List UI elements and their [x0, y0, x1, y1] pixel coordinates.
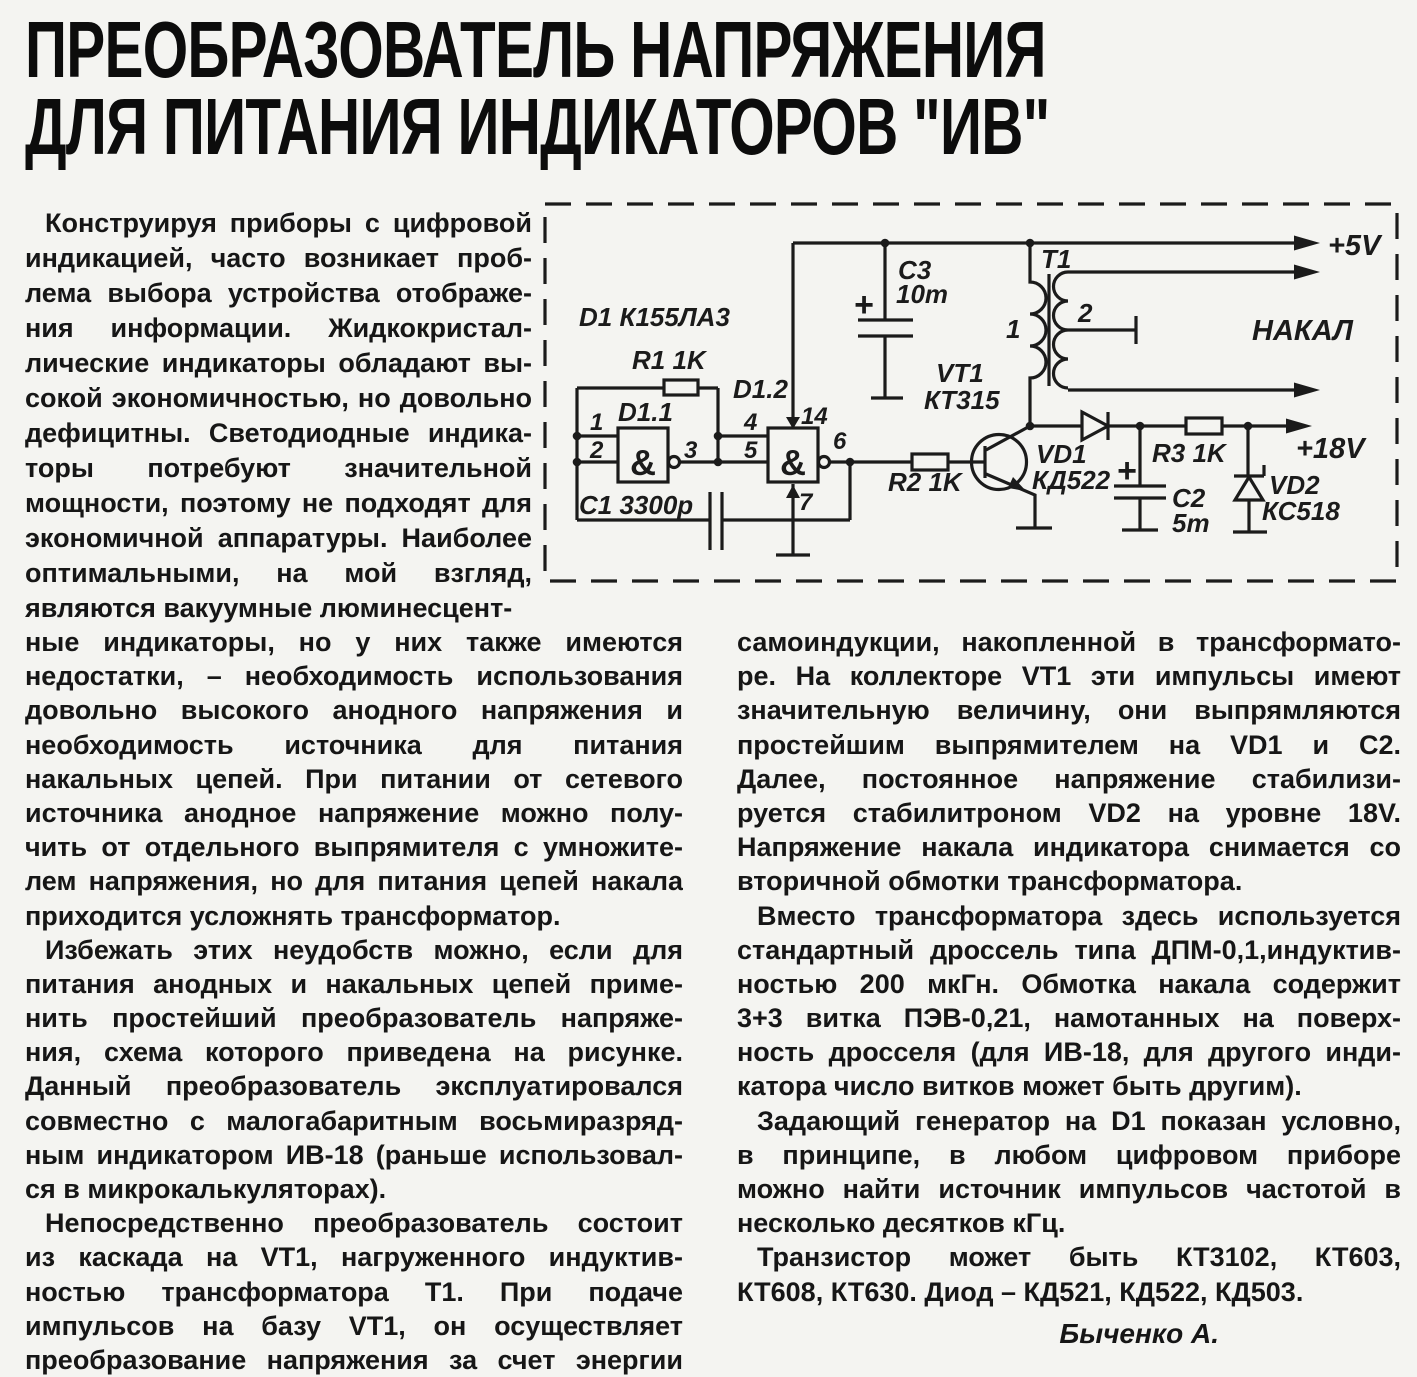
text-line: катора число витков может быть другим). — [737, 1071, 1302, 1102]
arrow-plus5v — [1294, 236, 1320, 251]
text-line: Непосредственно преобразователь состоит — [45, 1208, 683, 1239]
label-plus5v: +5V — [1328, 230, 1381, 262]
label-t1: T1 — [1041, 244, 1072, 274]
text-line: Избежать этих неудобств можно, если для — [45, 934, 683, 965]
label-vd2: VD2 — [1269, 470, 1320, 500]
label-r3: R3 1K — [1152, 438, 1226, 468]
text-line: Конструируя приборы с цифровой — [45, 208, 532, 238]
polarity-c2: + — [1117, 452, 1137, 490]
page-title-line-1: ПРЕОБРАЗОВАТЕЛЬ НАПРЯЖЕНИЯ — [25, 5, 1046, 94]
text-line: Далее, постоянное напряжение стабилизи- — [737, 763, 1401, 794]
label-d12: D1.2 — [733, 374, 788, 404]
nand-symbol-d12: & — [780, 442, 806, 483]
text-line: экономичной аппаратуры. Наиболее — [25, 523, 532, 553]
resistor-r1 — [664, 380, 698, 395]
pin-6: 6 — [833, 428, 847, 455]
text-line: стандартный дроссель типа ДПМ-0,1,индуктив- — [737, 934, 1401, 965]
label-vd1: VD1 — [1036, 439, 1087, 469]
text-line: индикацией, часто возникает проб- — [25, 243, 532, 273]
text-line: мощности, поэтому не подходят для — [25, 488, 532, 518]
text-line: преобразование напряжения за счет энергии — [25, 1344, 683, 1375]
text-line: лические индикаторы обладают вы- — [25, 348, 532, 378]
inverter-bubble-d11 — [669, 457, 680, 468]
text-line: простейшим выпрямителем на VD1 и С2. — [737, 729, 1401, 760]
text-line: ния, схема которого приведена на рисунке. — [25, 1037, 683, 1068]
pin-4: 4 — [744, 409, 758, 436]
text-line: дефицитны. Светодиодные индика- — [25, 418, 532, 448]
polarity-c3: + — [854, 286, 874, 324]
text-line: ре. На коллекторе VT1 эти импульсы имеют — [737, 661, 1401, 692]
text-line: ностью 200 мкГн. Обмотка накала содержит — [737, 968, 1401, 999]
diode-vd1 — [1082, 412, 1108, 440]
text-line: питания анодных и накальных цепей приме- — [25, 968, 683, 999]
text-line: импульсов на базу VT1, он осуществляет — [25, 1310, 683, 1341]
label-vd1-type: КД522 — [1032, 465, 1111, 495]
text-line: руется стабилитроном VD2 на уровне 18V. — [737, 797, 1401, 828]
text-line: недостатки, – необходимость использования — [25, 661, 683, 692]
nand-symbol-d11: & — [630, 442, 656, 483]
pin-1: 1 — [590, 409, 604, 436]
arrow-plus18v — [1286, 419, 1312, 434]
text-line: самоиндукции, накопленной в трансформато- — [737, 627, 1401, 657]
zener-vd2 — [1235, 477, 1263, 500]
label-nakal: НАКАЛ — [1252, 315, 1353, 347]
inverter-bubble-d12 — [819, 457, 830, 468]
pin-14: 14 — [801, 403, 828, 430]
text-line: можно найти источник импульсов частотой в — [737, 1174, 1401, 1204]
circuit-schematic — [540, 197, 1417, 585]
label-c2: C2 — [1172, 483, 1206, 513]
label-d1: D1 К155ЛА3 — [579, 302, 730, 332]
label-winding-1: 1 — [1006, 314, 1021, 344]
left-column — [25, 625, 683, 1377]
text-line: ность дросселя (для ИВ-18, для другого инди- — [737, 1037, 1401, 1068]
label-plus18v: +18V — [1296, 433, 1365, 465]
text-line: вторичной обмотки трансформатора. — [737, 866, 1243, 897]
text-line: оптимальными, на мой взгляд, — [25, 558, 532, 588]
text-line: Задающий генератор на D1 показан условно, — [757, 1105, 1401, 1136]
label-r1: R1 1K — [632, 345, 706, 375]
text-line: источника анодное напряжение можно полу- — [25, 797, 683, 828]
text-line: торы потребуют значительной — [25, 453, 532, 483]
pin7-arrow — [786, 485, 800, 498]
author-signature: Быченко А. — [1059, 1318, 1219, 1349]
text-line: приходится усложнять трансформатор. — [25, 900, 561, 931]
text-line: нить простейший преобразователь напряже- — [25, 1003, 683, 1034]
label-winding-2: 2 — [1078, 298, 1093, 328]
text-line: накальных цепей. При питании от сетевого — [25, 763, 683, 794]
text-line: лема выбора устройства отображе- — [25, 278, 532, 308]
text-line: ным индикатором ИВ-18 (раньше использовал- — [25, 1139, 683, 1170]
intro-column — [25, 206, 532, 626]
text-line: в принципе, в любом цифровом приборе — [737, 1139, 1401, 1170]
right-column — [737, 625, 1401, 1309]
text-line: ностью трансформатора Т1. При подаче — [25, 1276, 683, 1307]
label-vt1-type: КТ315 — [924, 385, 1000, 415]
text-line: из каскада на VT1, нагруженного индуктив- — [25, 1242, 683, 1273]
text-line: совместно с малогабаритным восьмиразряд- — [25, 1105, 683, 1136]
label-d11: D1.1 — [618, 397, 673, 427]
text-line: сокой экономичностью, но довольно — [25, 383, 532, 413]
text-line: лем напряжения, но для питания цепей накала — [25, 866, 683, 897]
resistor-r3 — [1186, 418, 1222, 434]
vt1-emitter-arrow — [1008, 477, 1026, 491]
label-r2: R2 1K — [888, 467, 962, 497]
text-line: Вместо трансформатора здесь используется — [757, 900, 1401, 931]
text-line: 3+3 витка ПЭВ-0,21, намотанных на поверх- — [737, 1003, 1401, 1034]
t1-secondary — [1054, 272, 1069, 388]
text-line: несколько десятков кГц. — [737, 1208, 1066, 1239]
text-line: Транзистор может быть КТ3102, КТ603, — [757, 1242, 1401, 1273]
label-vd2-type: КС518 — [1262, 496, 1340, 526]
text-line: ся в микрокалькуляторах). — [25, 1174, 387, 1204]
text-line: чить от отдельного выпрямителя с умножите- — [25, 832, 683, 863]
text-line: КТ608, КТ630. Диод – КД521, КД522, КД503. — [737, 1276, 1304, 1307]
arrow-filament-top — [1294, 265, 1320, 280]
page-title-line-2: ДЛЯ ПИТАНИЯ ИНДИКАТОРОВ "ИВ" — [25, 82, 1050, 171]
label-c3: C3 — [898, 255, 932, 285]
label-c3-value: 10m — [896, 279, 949, 309]
text-line: являются вакуумные люминесцент- — [25, 593, 513, 623]
pin-3: 3 — [684, 437, 698, 464]
pin-7: 7 — [799, 489, 813, 516]
label-c2-value: 5m — [1172, 508, 1210, 538]
pin-2: 2 — [590, 437, 604, 464]
pin-5: 5 — [744, 437, 758, 464]
vt1-emitter — [986, 474, 1035, 528]
text-line: необходимость источника для питания — [25, 729, 683, 760]
label-c1: C1 3300p — [579, 490, 694, 520]
capacitor-c1 — [710, 492, 722, 550]
text-line: Напряжение накала индикатора снимается со — [737, 832, 1401, 863]
label-vt1: VT1 — [936, 358, 984, 388]
arrow-filament-bottom — [1294, 383, 1320, 398]
text-line: значительную величину, они выпрямляются — [737, 695, 1401, 726]
text-line: довольно высокого анодного напряжения и — [25, 695, 683, 726]
text-line: ния информации. Жидкокристал- — [25, 313, 532, 343]
text-line: Данный преобразователь эксплуатировался — [25, 1071, 683, 1102]
text-line: ные индикаторы, но у них также имеются — [25, 627, 683, 657]
